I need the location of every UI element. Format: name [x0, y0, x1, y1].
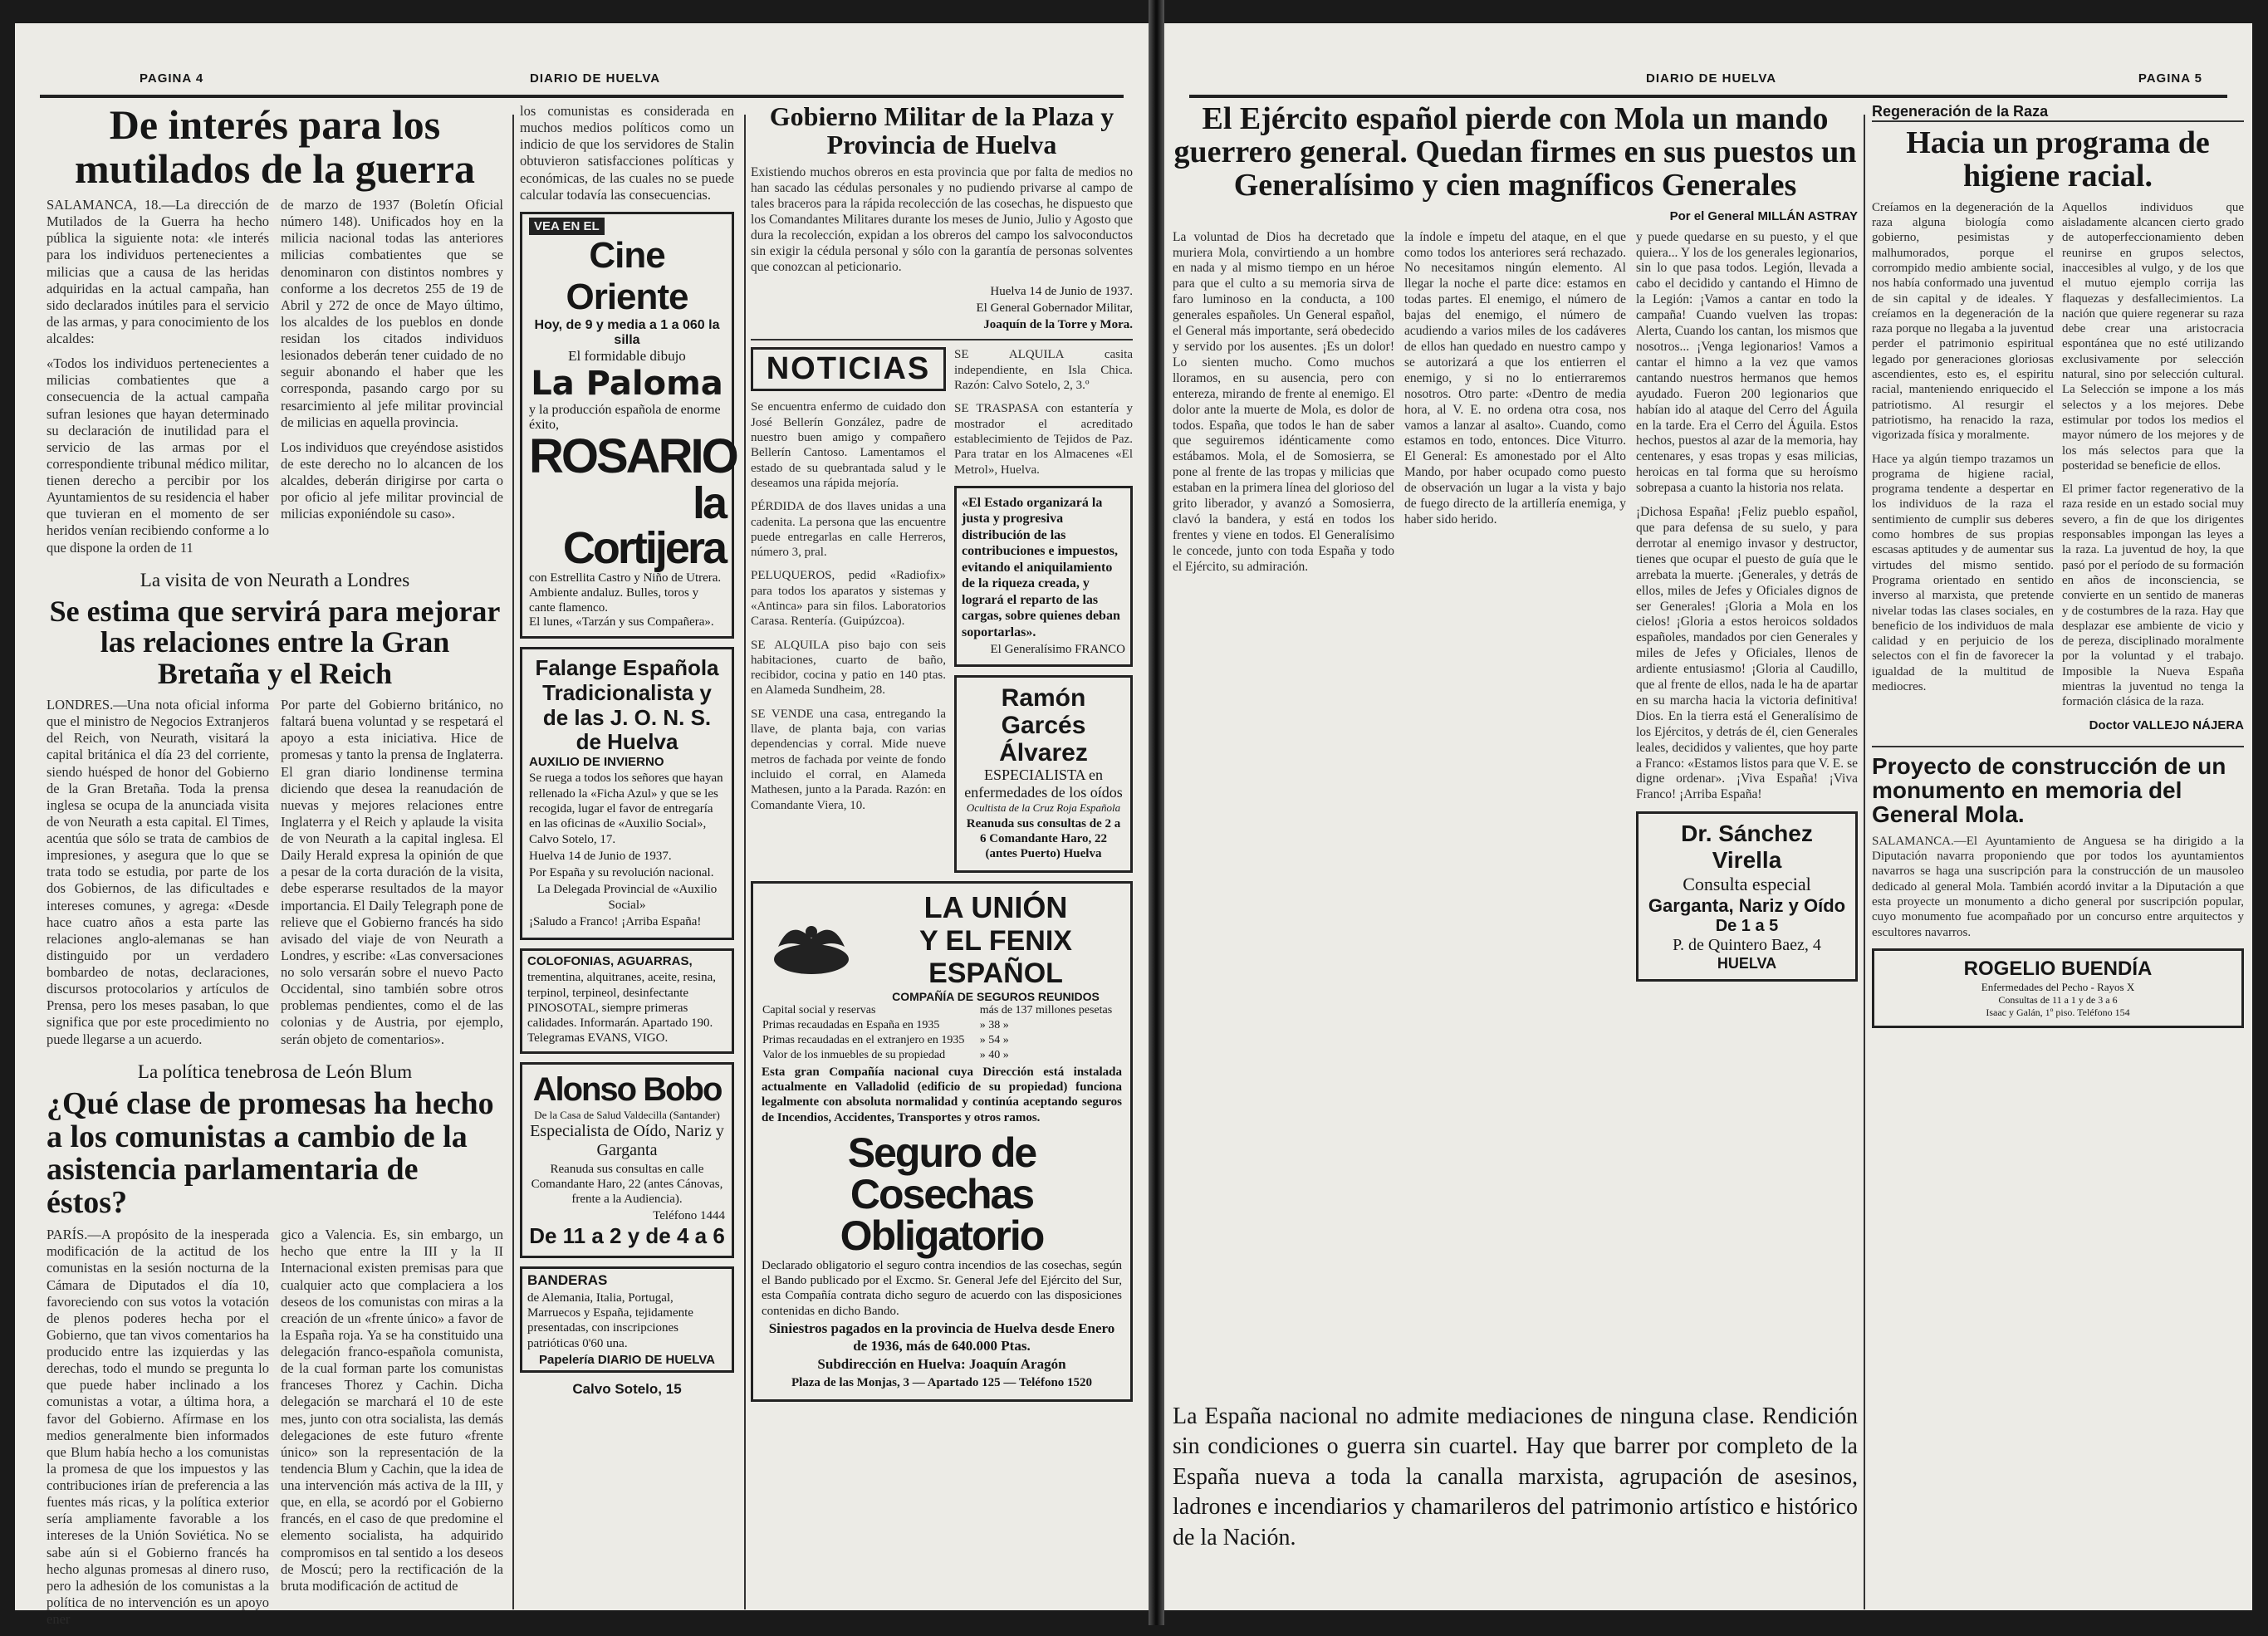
film-la-paloma: La Paloma [531, 364, 723, 403]
declaration-text: La España nacional no admite mediaciones de ninguna clase. Rendición sin condiciones o guerra sin cuartel. Hay que barrer por completo de la España nueva a toda la canalla marxista, agrupación de asesinos, ladrones e incendiarios y chamarileros del patrimonio artístico e histórico de la Nación. [1173, 1403, 1858, 1550]
sanchez-virella-ad [1636, 811, 1858, 982]
neurath-body-1: LONDRES.—Una nota oficial informa que el ministro de Negocios Extranjeros del Reich, von Neurath, visitará la capital británica el día 23 del corriente, siendo huésped de honor del Gobierno de la Gran Bretaña. Toda la prensa inglesa se ocupa de la anunciada visita de von Neurath a esta capital. El Times, acentúa que sólo se trata de cambios de impresiones, y asegura que lo que se trata todo se estudia, por parte de los dos Gobiernos, de las dificultades e intereses comunes, y agrega: «Desde hace cuatro años a esta parte las relaciones anglo-alemanas se han distinguido por un verdadero bombardeo de notas, declaraciones, discursos protocolarios y artículos de Prensa, pero los meses pasaban, lo que significa que por este procedimiento no puede llegarse a un acuerdo. [47, 697, 269, 1047]
bobo-phone: Teléfono 1444 [653, 1208, 725, 1222]
union-sub: Subdirección en Huelva: Joaquín Aragón [817, 1356, 1066, 1373]
sanchez-name: Dr. Sánchez Virella [1681, 820, 1813, 874]
falange-notice [520, 647, 734, 941]
mola-body-1: La voluntad de Dios ha decretado que muriera Mola, convirtiendo a un hombre en nada y al mismo tiempo en un héroe para que el culto a su memoria sirva de faro luminoso en la conducta, a 100 generales españoles. Un General español, el General más importante, será obedecido y servido por los ausentes. ¡Es un dolor! Lo sienten mucho. Como muchos lloramos, en su ausencia, pero con entereza, mirando de frente al enemigo. El dolor ante la muerte de Mola, es dolor de todos. España, que todos le han de saber que seguiremos idénticamente como estábamos. Mola, el de Somosierra, se pone al frente de las tropas y milicias que estaban en la primera línea del glorioso del grito liberador, y avanzó a Somosierra, clavó la bandera, y está en todos los frentes y viene en todos. El Generalísimo le concede, junto con toda España y todo el Ejército, su admiración. [1173, 229, 1394, 574]
bobo-name: Alonso Bobo [532, 1070, 722, 1108]
comunistas-continuation: los comunistas es considerada en muchos medios políticos como un indicio de que los servidores de Stalin obtuvieron satisfacciones políticas y económicas, de las cuales no se puede calcular todavía las consecuencias. [520, 103, 734, 203]
bobo-specialty: Especialista de Oído, Nariz y Garganta [530, 1121, 724, 1159]
buendia-name: ROGELIO BUENDÍA [1963, 957, 2153, 980]
gobierno-signer: Joaquín de la Torre y Mora. [983, 318, 1133, 332]
sanchez-specialty: Garganta, Nariz y Oído [1648, 895, 1846, 917]
franco-signer: El Generalísimo FRANCO [990, 643, 1125, 657]
film-cortijera: la Cortijera [562, 478, 725, 573]
seguro-body: Declarado obligatorio el seguro contra incendios de las cosechas, según el Bando publicado por el Excmo. Sr. General Jefe del Ejército del Sur, esta Compañía contrata dicho seguro de acuerdo con las disposiciones contenidas en dicho Bando. [762, 1258, 1122, 1318]
mola-byline: Por el General MILLÁN ASTRAY [1669, 208, 1858, 223]
colofonias-ad [520, 948, 734, 1053]
la-union-ad [751, 881, 1133, 1402]
bobo-address: Reanuda sus consultas en calle Comandante Haro, 22 (antes Cánovas, frente a la Audiencia). [531, 1162, 723, 1207]
franco-quote: «El Estado organizará la justa y progresiva distribución de las contribuciones e impuestos, evitando el aniquilamiento de la riqueza creada, y logrará el reparto de las cargas, sobre quienes deban soportarlas». [962, 495, 1120, 639]
mola-body-3: y puede quedarse en su puesto, y el que quiera... Y los de los generales legionarios, sin lo que pasa todos. Legión, llevada a cabo el decidido y cantando el Himno de la Legión: ¡Vamos a cantar en todo la campaña! Cuando vuelven las tropas: Alerta, Cuando los cantan, los mismos que nosotros... ¡Venga legionarios! Vamos a cantar el himno a la vez que vamos cantando nuestros hermanos que hemos ayudado. Fueron 200 legionarios que habían ido al ataque del Cerro del Águila en la tarde. Era el Cerro del Águila. Estos hechos, puestos al azar de la memoria, hay centenares, y esas tropas y esas milicias, heroicas en tal forma que su heroísmo sobrepasa a cuanto la historia nos relata. [1636, 229, 1858, 496]
mola-body-4: ¡Dichosa España! ¡Feliz pueblo español, que para defensa de su suelo, y para derrotar al enemigo invasor y destructor, tienes que ocupar el puesto de guía que le arrebata la muerte. ¡Generales, y detrás de ellos, miles de Jefes y Oficiales dignos de ser Generales! ¡Gloria a Mola en los cielos! ¡Gloria a estos heroicos soldados españoles, mandados por cien Generales y miles de Jefes y Oficiales, llenos de ardiente entusiasmo! ¡Gloria al Caudillo, que al frente de ellos, nada le ha de apartar en su marcha hacia la victoria definitiva! Dios. En la tierra está el Generalísimo de los Ejércitos, y detrás de él, cien Generales leales, decididos y valientes, que hoy parte a Franco: «Estamos listos para que V. E. se digne ordenar». ¡Viva España! ¡Viva Franco! ¡Arriba España! [1636, 505, 1858, 802]
noticias-title: NOTICIAS [766, 351, 931, 387]
blum-kicker: La política tenebrosa de León Blum [137, 1060, 413, 1082]
garces-title: ESPECIALISTA en enfermedades de los oídos [964, 766, 1123, 801]
union-tagline: COMPAÑÍA DE SEGUROS REUNIDOS [892, 989, 1100, 1003]
garces-name: Ramón Garcés Álvarez [999, 683, 1088, 767]
falange-sub: AUXILIO DE INVIERNO [529, 755, 664, 770]
sanchez-address: P. de Quintero Baez, 4 [1673, 936, 1821, 955]
table-row: Primas recaudadas en el extranjero en 1935 » 54 » [762, 1033, 1009, 1046]
banderas-title: BANDERAS [527, 1271, 608, 1288]
column-1 [47, 101, 503, 1628]
raza-headline: Hacia un programa de higiene racial. [1906, 125, 2210, 193]
right-page [1164, 23, 2252, 1610]
buendia-hours: Consultas de 11 a 1 y de 3 a 6 [1998, 993, 2118, 1006]
bobo-from: De la Casa de Salud Valdecilla (Santander) [534, 1108, 720, 1121]
blum-body-2: gico a Valencia. Es, sin embargo, un hecho que entre la III y la II Internacional existen premisas para que cualquier acto que complaciera a los deseos de los comunistas con miras a la creación de un «frente único» a favor de la España roja. Ya se ha constituido una delegación franco-española comunista, de la cual forman parte los comunistas franceses Thorez y Cachin. Dicha delegación se marchará el 10 de este mes, junto con otra socialista, las demás delegaciones de este futuro «frente único» son la representación de la tendencia Blum y Cachin, que la idea de una intervención más activa de la III, y que, en ella, se acordó por el Gobierno francés, en el caso de que predomine el elemento socialista, ha adquirido compromisos en tal sentido a los deseos de Moscú; pero la rectificación de la bruta modificación de actitud de [281, 1227, 503, 1594]
page-header [40, 56, 1124, 98]
noticias-item: Se encuentra enfermo de cuidado don José Bellerín González, padre de nuestro buen amigo y compañero Bellerín Cantoso. Lamentamos el estado de su quebrantada salud y le deseamos una rápida mejoría. [751, 400, 946, 490]
raza-signer: Doctor VALLEJO NÁJERA [2089, 718, 2244, 732]
mutilados-body-3: de marzo de 1937 (Boletín Oficial número 148). Unificados hoy en la milicia nacional todas las anteriores milicias combatientes que se denominaron con distintos nombres y conforme a los decretos 255 de 19 de Abril y 272 de once de Mayo último, los alcaldes de los pueblos en donde residan los citados individuos lesionados deberán tener cuidado de no seguir abonando el haber que les corresponda, pasando cargo por su resarcimiento al jefe militar provincial de milicias en aquella provincia. [281, 197, 503, 430]
page-number: PAGINA 5 [2138, 71, 2202, 86]
franco-quote-box [954, 486, 1133, 667]
raza-body-1: Creíamos en la degeneración de la raza alguna biología como gobierno, pesimistas y malhumorados, porque el corrompido medio ambiente social, nos había conformado una juventud de sin capital y de ideales. Y creíamos en la degeneración de la raza porque no llegaba a la juventud perder el patrimonio espiritual legado por generaciones gloriosas ascendientes, esto es, el espiritu racial, manteniendo enriquecido el patriotismo. Al resurgir el patriotismo, ha renacido la raza, vigorizada física y moralmente. [1872, 200, 2054, 443]
masthead: DIARIO DE HUELVA [530, 71, 661, 86]
seguro-title-2: Obligatorio [840, 1212, 1044, 1259]
sanchez-hours: De 1 a 5 [1715, 917, 1779, 936]
blum-body-1: PARÍS.—A propósito de la inesperada modificación de la actitud de los comunistas en la sesión nocturna de la Cámara de Diputados el día 10, favoreciendo con sus votos la votación de plenos poderes hecha por el Gobierno, que tan vivos comentarios ha producido entre las izquierdas y las derechas, todo el mundo se pregunta lo que puede haber inclinado a los comunistas a votar, a última hora, a favor del Gobierno. Afírmase en los medios generalmente bien informados que Blum había hecho a los comunistas la promesa de que los impuestos y las contribuciones irían de preferencia a las fuentes más ricas, y la política exterior sería ampliamente favorable a los intereses de la Unión Soviética. No se sabe aún si el Gobierno francés ha hecho algunas promesas al dinero ruso, pero la adhesión de los comunistas a la política de no intervención es un apoyo ener [47, 1227, 269, 1628]
falange-body: Se ruega a todos los señores que hayan rellenado la «Ficha Azul» y que se les recogida, lugar el favor de entregaría en las oficinas de «Auxilio Social», Calvo Sotelo, 17. [529, 771, 723, 846]
film-1-desc: y la producción española de enorme éxito, [529, 402, 721, 432]
noticias-box [751, 347, 946, 391]
buendia-address: Isaac y Galán, 1º piso. Teléfono 154 [1986, 1006, 2130, 1018]
column-rule [512, 115, 514, 1609]
union-name-1: LA UNIÓN [923, 889, 1068, 924]
page-number: PAGINA 4 [140, 71, 204, 86]
raza-body-3: Hace ya algún tiempo trazamos un programa de higiene racial, programa tendente a despertar en los individuos de la raza el sentimiento de cumplir sus deberes como hombres de sus propias escasas aptitudes y de aumentar sus virtudes del mismo sentido. Programa orientado en sentido inverso al marxista, que pretende nivelar todas las clases sociales, en beneficio de los individuos de mala calidad y en perjuicio de los selectos con el fin de favorecer la igualdad de la multitud de mediocres. [1872, 452, 2054, 693]
union-name-2: Y EL FENIX ESPAÑOL [919, 924, 1072, 989]
masthead: DIARIO DE HUELVA [1646, 71, 1777, 86]
noticias-item: SE VENDE una casa, entregando la llave, de planta baja, con varias dependencias y corral. Mide nueve metros de fachada por veinte de fondo incluido el corral, en Alameda Mathesen, junto a la Parada. Razón: en Comandante Viera, 10. [751, 707, 946, 812]
falange-closing: ¡Saludo a Franco! ¡Arriba España! [529, 914, 702, 928]
raza-column [1872, 103, 2244, 1623]
table-row: Primas recaudadas en España en 1935 » 38 » [762, 1018, 1009, 1031]
mutilados-headline: De interés para los mutilados de la guerra [75, 101, 475, 192]
banderas-address: Calvo Sotelo, 15 [572, 1380, 682, 1397]
falange-motto: Por España y su revolución nacional. [529, 866, 714, 880]
cine-oriente-ad [520, 212, 737, 639]
film-next: El lunes, «Tarzán y sus Compañera». [529, 615, 714, 629]
garces-note: Ocultista de la Cruz Roja Española [966, 801, 1121, 814]
buendia-line: Enfermedades del Pecho - Rayos X [1981, 980, 2135, 993]
noticias-item: PELUQUEROS, pedid «Radiofix» para todos los aparatos y sistemas y «Antinca» para sin filos. Laboratorios Carasa. Rentería. (Guipúzcoa). [751, 569, 946, 629]
garces-ad [954, 675, 1133, 873]
falange-signer: La Delegada Provincial de «Auxilio Social» [536, 883, 718, 912]
mola-headline: El Ejército español pierde con Mola un mando guerrero general. Quedan firmes en sus puestos un Generalísimo y cien magníficos Generales [1173, 101, 1857, 203]
column-2-ads [520, 103, 737, 1623]
raza-kicker: Regeneración de la Raza [1872, 103, 2244, 122]
bobo-hours: De 11 a 2 y de 4 a 6 [529, 1222, 725, 1248]
banderas-ad [520, 1266, 734, 1373]
column-rule [744, 115, 746, 1609]
gobierno-signer-title: El General Gobernador Militar, [976, 301, 1133, 315]
cine-cartoon: El formidable dibujo [568, 347, 686, 364]
film-rosario: ROSARIO [529, 429, 737, 483]
siniestros: Siniestros pagados en la provincia de Huelva desde Enero de 1936, más de 640.000 Ptas. [768, 1320, 1115, 1354]
buendia-ad [1872, 948, 2244, 1028]
colofonias-title: COLOFONIAS, AGUARRAS, [527, 954, 693, 969]
union-address: Plaza de las Monjas, 3 — Apartado 125 — Teléfono 1520 [791, 1376, 1093, 1390]
alonso-bobo-ad [520, 1062, 734, 1258]
raza-body-2: Aquellos individuos que aisladamente alcancen cierto grado de autoperfeccionamiento deben reunirse en grupos selectos, inaccesibles al vulgo, y de los que el mutuo ejemplo corrija las flaquezas y desfallecimientos. La nación que quiere regenerar su raza debe crear una aristocracia espontánea que no esté utilizando exclusivamente por selección natural, sino por selección cultural. La Selección se impone a los más selectos y a los mejores. Debe estimular por todos los medios el mayor número de los mejores y de los más selectos para que la posteridad se beneficie de ellos. [2062, 200, 2244, 473]
binding-gutter [1149, 0, 1164, 1625]
table-row: Valor de los inmuebles de su propiedad » 40 » [762, 1048, 1009, 1061]
cine-times: Hoy, de 9 y media a 1 a 060 la silla [534, 317, 720, 347]
cine-name: Cine Oriente [566, 234, 688, 317]
banderas-body: de Alemania, Italia, Portugal, Marruecos y España, tejidamente presentadas, con inscripciones patrióticas 0'60 una. [527, 1291, 693, 1350]
falange-date: Huelva 14 de Junio de 1937. [529, 849, 672, 863]
union-body: Esta gran Compañía nacional cuya Dirección está instalada actualmente en Valladolid (edificio de su propiedad) funciona legalmente con absoluta normalidad y continúa aceptando seguros de Incendios, Accidentes, Transportes y otros ramos. [762, 1065, 1122, 1124]
table-row: Capital social y reservas más de 137 millones pesetas [762, 1003, 1113, 1016]
mutilados-body-2: «Todos los individuos pertenecientes a milicias combatientes que a consecuencia de la actual campaña sufran lesiones que hayan determinado su declaración de inutilidad para el servicio de las armas por el correspondiente tribunal médico militar, tienen derecho a percibir por los Ayuntamientos de su residencia el haber que tuvieran en el momento de ser heridos venían recibiendo conforme a lo que dispone la orden de 11 [47, 355, 269, 556]
mutilados-body-1: SALAMANCA, 18.—La dirección de Mutilados de la Guerra ha hecho pública la siguiente nota: «le interés para los individuos pertenecientes a milicias que a causa de las heridas adquiridas en la actual campaña, han sido declarados inútiles para el servicio de las armas, y para conocimiento de los alcaldes: [47, 197, 269, 346]
left-page [15, 23, 1149, 1628]
colofonias-body: trementina, alquitranes, aceite, resina, terpinol, terpineol, desinfectante PINOSOTAL, siempre primeras calidades. Informarán. Apartado 190. Telegramas EVANS, VIGO. [527, 971, 716, 1046]
seguro-title-1: Seguro de Cosechas [847, 1129, 1036, 1217]
mola-body-2: la índole e ímpetu del ataque, en el que como todos los anteriores será rechazado. No necesitamos ningún elemento. Al llegar la noche el parte dice: estamos en todas partes. El enemigo, el número de bajas del enemigo, el número de acudiendo a varios miles de los cadáveres de ellos han quedado en nuestro campo y se autorizará a que los entierren el enemigo, y si no lo entierraremos nosotros. Otro parte: «Dentro de media hora, al V. E. no ordena otra cosa, nos vamos a lanzar al asalto». Cuando, como estamos en todo, entonces. Dice Viturro. El General: Es amonestado por el Alto Mando, por haber ocupado como puesto de observación un lugar a la vista y bajo de fuego directo de la artillería enemiga, y haber sido herido. [1404, 229, 1626, 527]
sanchez-consult: Consulta especial [1683, 874, 1811, 895]
traspasa-ad: SE TRASPASA con estantería y mostrador el acreditado establecimiento de Tejidos de Paz. Para tratar en los Almacenes «El Metrol», Huelva. [954, 402, 1133, 477]
bottom-declaration [1173, 1402, 1858, 1609]
raza-body-4: El primer factor regenerativo de la raza reside en un estado social muy severo, a fin de que los dirigentes responsables impongan las leyes a la raza. La juventud de hoy, la que pasó por el período de su formación en años de inconsciencia, se convierte en un sentido de maneras y de costumbres de la raza. Hay que desplazar ese ambiente de vicio y de pereza, disciplinado moralmente por la voluntad y el trabajo. Imposible la Nueva España mientras la juventud no tenga la formación clásica de la raza. [2062, 482, 2244, 709]
gobierno-headline: Gobierno Militar de la Plaza y Provincia de Huelva [769, 101, 1114, 159]
garces-address: Reanuda sus consultas de 2 a 6 Comandante Haro, 22 (antes Puerto) Huelva [966, 816, 1121, 861]
gobierno-date: Huelva 14 de Junio de 1937. [990, 284, 1133, 298]
sanchez-city: HUELVA [1717, 955, 1777, 972]
column-3 [751, 103, 1133, 1623]
neurath-kicker: La visita de von Neurath a Londres [140, 569, 410, 590]
gobierno-body: Existiendo muchos obreros en esta provincia que por falta de medios no han sacado las cédulas personales y no pudiendo privarse al campo de tales braceros para la rápida recolección de las cosechas, he dispuesto que los Comandantes Militares durante los meses de Junio, Julio y Agosto que dura la recolección, expidan a los obreros del campo los salvoconductos sin exigir la cédula personal y sólo con la garantía de personas solventes que conozcan al peticionario. [751, 165, 1133, 274]
union-figures-table [762, 1003, 1122, 1063]
page-header [1189, 56, 2227, 98]
neurath-body-2: Por parte del Gobierno británico, no faltará buena voluntad y se respetará el apoyo a esta iniciativa. Hice de promesas y tanto la prensa de Inglaterra. El gran diario londinense termina diciendo que desea la reanudación de nuevas y mejores relaciones entre Inglaterra y el Reich y aplaude la visita de von Neurath a la capital inglesa. El Daily Herald expresa la opinión de que a pesar de la corta duración de la visita, debe esperarse resultados de la mayor importancia. El Daily Telegraph pone de relieve que el Gobierno francés ha sido avisado del viaje de von Neurath a Londres, y escribe: «Las conversaciones no solo versarán sobre el nuevo Pacto Occidental, sino también sobre otros problemas pendientes, como el de las colonias y de Austria, por ejemplo, serán objeto de comentarios». [281, 697, 503, 1047]
monumento-headline: Proyecto de construcción de un monumento en memoria del General Mola. [1872, 752, 2226, 828]
blum-headline: ¿Qué clase de promesas ha hecho a los comunistas a cambio de la asistencia parlamentaria de éstos? [47, 1085, 494, 1221]
mola-article [1173, 103, 1858, 1398]
alquila-ad: SE ALQUILA casita independiente, en Isla Chica. Razón: Calvo Sotelo, 2, 3.º [954, 348, 1133, 393]
mutilados-body-4: Los individuos que creyéndose asistidos de este derecho no lo alcancen de los alcaldes, deberán dirigirse por carta o por oficio al jefe militar provincial de milicias exponiéndole su caso». [281, 438, 503, 522]
phoenix-emblem-icon [762, 914, 861, 980]
noticias-item: PÉRDIDA de dos llaves unidas a una cadenita. La persona que las encuentre puede entregarlas en calle Herreros, número 3, pral. [751, 500, 946, 560]
column-rule [1864, 115, 1865, 1609]
neurath-headline: Se estima que servirá para mejorar las relaciones entre la Gran Bretaña y el Reich [49, 594, 501, 691]
monumento-body: SALAMANCA.—El Ayuntamiento de Anguesa se ha dirigido a la Diputación navarra proponiendo que por todos los ayuntamientos navarros se haga una suscripción para la construcción de un mausoleo dedicado al general Mola. También acordó invitar a la Diputación a que esta proyecte un monumento a dicho general por suscripción popular, cuyo monumento fue acompañado por un concurso entre arquitectos y escultores navarros. [1872, 834, 2244, 939]
cine-kicker: VEA EN EL [529, 218, 605, 235]
film-cast: con Estrellita Castro y Niño de Utrera. Ambiente andaluz. Bulles, toros y cante flamenco. [529, 571, 722, 615]
noticias-item: SE ALQUILA piso bajo con seis habitaciones, cuarto de baño, recibidor, cocina y patio en 140 ptas. en Alameda Sundheim, 28. [751, 638, 946, 698]
falange-title: Falange Española Tradicionalista y de las J. O. N. S. de Huelva [535, 654, 719, 755]
banderas-shop: Papelería DIARIO DE HUELVA [539, 1352, 715, 1367]
